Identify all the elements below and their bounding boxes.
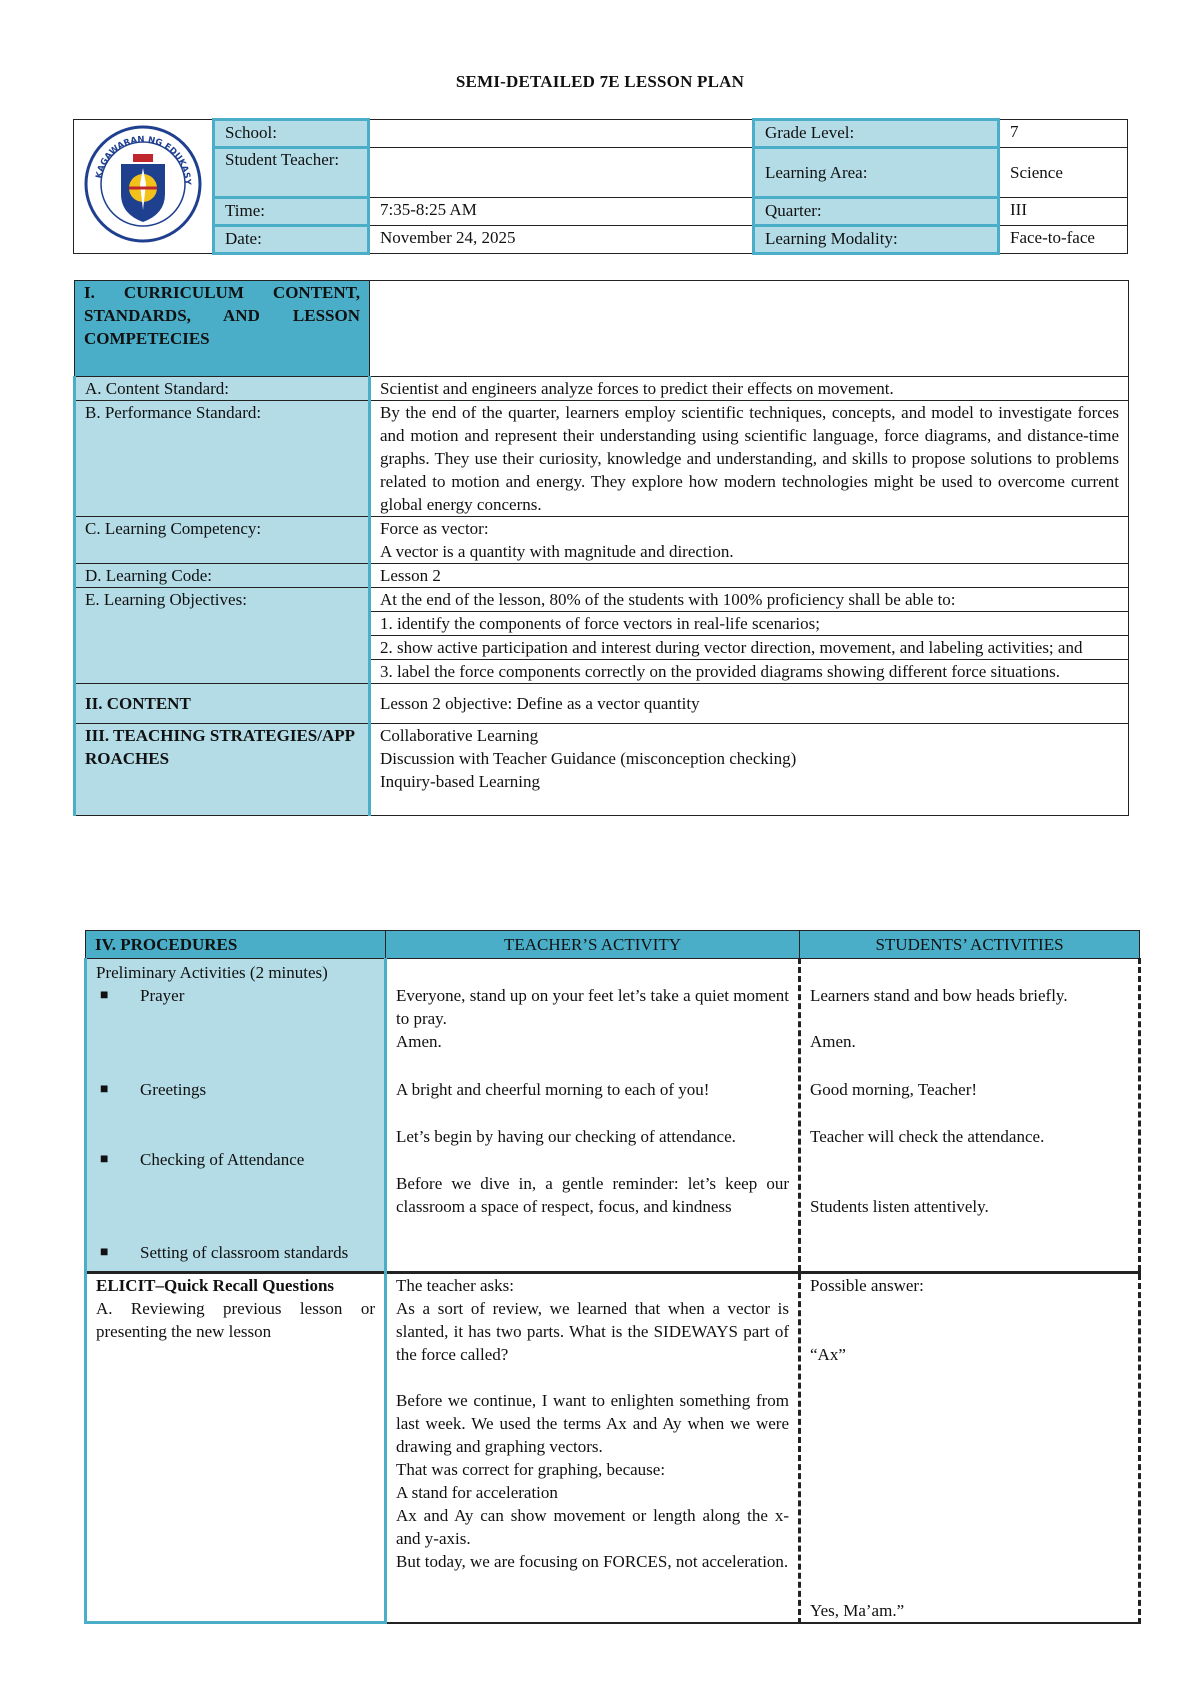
learning-code-label: D. Learning Code: [75,564,370,588]
learning-objectives-label: E. Learning Objectives: [75,588,370,684]
learning-code-value: Lesson 2 [370,564,1129,588]
student-prayer: Learners stand and bow heads briefly. [810,986,1068,1005]
preliminary-title: Preliminary Activities (2 minutes) [96,963,328,982]
competency-line-2: A vector is a quantity with magnitude and direction. [380,542,734,561]
elicit-teacher-line: As a sort of review, we learned that when a vector is slanted, it has two parts. What is the SIDEWAYS part of the force called? [396,1299,789,1364]
student-standards: Students listen attentively. [810,1197,989,1216]
prelim-item-attendance: ■ Checking of Attendance [96,1148,375,1171]
elicit-subtitle: A. Reviewing previous lesson or presenting the new lesson [96,1299,375,1341]
student-teacher-label: Student Teacher: [214,148,369,198]
preliminary-activities-cell [86,959,386,1273]
teacher-attendance: Let’s begin by having our checking of attendance. [396,1127,736,1146]
svg-text:KAGAWARAN NG EDUKASYON: KAGAWARAN NG EDUKASY [94,134,193,185]
school-value [369,120,754,148]
deped-logo-cell [74,120,214,254]
content-value: Lesson 2 objective: Define as a vector quantity [370,684,1129,724]
objectives-intro: At the end of the lesson, 80% of the students with 100% proficiency shall be able to: [370,588,1129,612]
page-title: SEMI-DETAILED 7E LESSON PLAN [455,72,745,91]
elicit-teacher-line: That was correct for graphing, because: [396,1460,666,1479]
header-info-table [73,118,1128,255]
square-bullet-icon: ■ [100,1245,109,1260]
student-greeting: Good morning, Teacher! [810,1080,978,1099]
square-bullet-icon: ■ [100,1082,109,1097]
curriculum-heading: I. CURRICULUM CONTENT, STANDARDS, AND LESSON COMPETECIES [75,281,370,377]
prelim-item-standards: ■ Setting of classroom standards [96,1241,375,1264]
elicit-student-answer-1: “Ax” [810,1345,846,1364]
curriculum-heading-blank [370,281,1129,377]
students-preliminary-cell [800,959,1140,1273]
procedures-header: IV. PROCEDURES [86,931,386,959]
students-activities-header: STUDENTS’ ACTIVITIES [800,931,1140,959]
date-value: November 24, 2025 [369,226,754,254]
school-label: School: [214,120,369,148]
grade-level-label: Grade Level: [754,120,999,148]
teacher-amen: Amen. [396,1032,442,1051]
strategy-item: Collaborative Learning [380,726,539,745]
objective-item: 2. show active participation and interest during vector direction, movement, and labeling activities; and [370,636,1129,660]
elicit-title: ELICIT–Quick Recall Questions [96,1276,335,1295]
elicit-teacher-line: Before we continue, I want to enlighten something from last week. We used the terms Ax and Ay when we were drawing and graphing vectors. [396,1391,789,1456]
teacher-activity-header: TEACHER’S ACTIVITY [386,931,800,959]
square-bullet-icon: ■ [100,988,109,1003]
content-label: II. CONTENT [75,684,370,724]
quarter-value: III [999,198,1128,226]
elicit-student-label: Possible answer: [810,1276,924,1295]
student-attendance: Teacher will check the attendance. [810,1127,1045,1146]
learning-area-value: Science [999,148,1128,198]
learning-competency-label: C. Learning Competency: [75,517,370,564]
strategy-item: Discussion with Teacher Guidance (misconception checking) [380,749,797,768]
time-label: Time: [214,198,369,226]
procedures-table [84,930,1141,1624]
elicit-teacher-line: But today, we are focusing on FORCES, not acceleration. [396,1552,789,1571]
elicit-cell [86,1273,386,1623]
grade-level-value: 7 [999,120,1128,148]
performance-standard-label: B. Performance Standard: [75,401,370,517]
elicit-teacher-line: The teacher asks: [396,1276,514,1295]
teaching-strategies-list [370,724,1129,816]
deped-seal-logo [83,124,203,244]
students-elicit-cell [800,1273,1140,1623]
teacher-preliminary-cell [386,959,800,1273]
learning-competency-text [370,517,1129,564]
elicit-teacher-line: Ax and Ay can show movement or length along the x- and y-axis. [396,1506,789,1548]
learning-area-label: Learning Area: [754,148,999,198]
teaching-strategies-label: III. TEACHING STRATEGIES/APPROACHES [75,724,370,816]
learning-modality-label: Learning Modality: [754,226,999,254]
strategy-item: Inquiry-based Learning [380,772,541,791]
objective-item: 1. identify the components of force vectors in real-life scenarios; [370,612,1129,636]
content-standard-text: Scientist and engineers analyze forces to predict their effects on movement. [370,377,1129,401]
date-label: Date: [214,226,369,254]
square-bullet-icon: ■ [100,1152,109,1167]
curriculum-table [73,280,1129,816]
student-amen: Amen. [810,1032,856,1051]
student-teacher-value [369,148,754,198]
competency-line-1: Force as vector: [380,519,489,538]
quarter-label: Quarter: [754,198,999,226]
objective-item: 3. label the force components correctly on the provided diagrams showing different force situations. [370,660,1129,684]
elicit-teacher-line: A stand for acceleration [396,1483,558,1502]
teacher-standards: Before we dive in, a gentle reminder: let’s keep our classroom a space of respect, focus, and kindness [396,1174,789,1216]
content-standard-label: A. Content Standard: [75,377,370,401]
teacher-elicit-cell [386,1273,800,1623]
teacher-prayer: Everyone, stand up on your feet let’s take a quiet moment to pray. [396,986,789,1028]
prelim-item-prayer: ■ Prayer [96,984,375,1007]
prelim-item-greetings: ■ Greetings [96,1078,375,1101]
elicit-student-answer-2: Yes, Ma’am.” [810,1600,905,1620]
time-value: 7:35-8:25 AM [369,198,754,226]
learning-modality-value: Face-to-face [999,226,1128,254]
performance-standard-text: By the end of the quarter, learners employ scientific techniques, concepts, and model to investigate forces and motion and represent their understanding using scientific language, force diagrams, and distance-time graphs. They use their curiosity, knowledge and understanding, and skills to propose solutions to problems related to motion and energy. They explore how modern technologies might be used to overcome current global energy concerns. [370,401,1129,517]
teacher-greeting: A bright and cheerful morning to each of you! [396,1080,710,1099]
